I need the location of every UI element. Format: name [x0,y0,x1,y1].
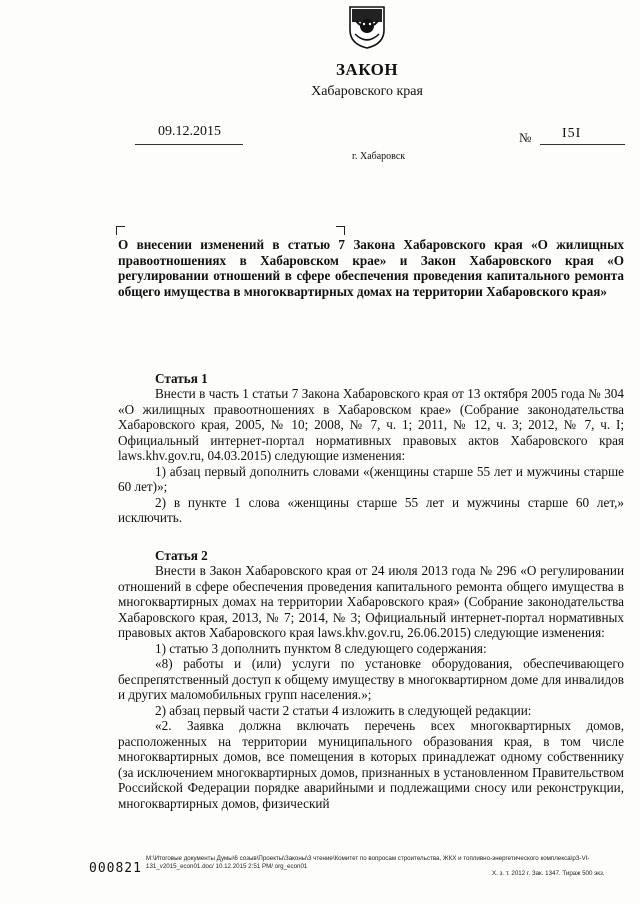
article-1-title: Статья 1 [155,371,208,386]
article-2-body [118,563,624,811]
number-underline [540,144,625,145]
footer-file-path: M:\Итоговые документы Думы\6 созыв\Проекты\Законы\3 чтение\Комитет по вопросам строительства, ЖКХ и топливно-энергетического комплекса\рЗ-VI-131_v2015_econ01.doc/ 10.12.2015 2:51 PM/ org_econ01 [146,855,590,870]
region-subtitle: Хабаровского края [311,84,423,99]
article-1-intro: Внести в часть 1 статьи 7 Закона Хабаровского края от 13 октября 2005 года № 304 «О жилищных правоотношениях в Хабаровском крае» (Собрание законодательства Хабаровского края, 2005, № 10; 2008, № 7, ч. 1; 2011, № 12, ч. 3; 2012, № 7, ч. I; Официальный интернет-портал нормативных правовых актов Хабаровского края laws.khv.gov.ru, 04.03.2015) следующие изменения: [118,386,624,463]
number-sign: № [519,130,532,145]
footer-document-code: 000821 [89,861,142,876]
article-2-item-2: 2) абзац первый части 2 статьи 4 изложить в следующей редакции: [155,702,532,718]
law-number: I5I [562,126,582,141]
article-1-item-1: 1) абзац первый дополнить словами «(женщины старше 55 лет и мужчины старше 60 лет)»; [118,463,624,494]
city-label: г. Хабаровск [352,151,406,162]
law-heading: О внесении изменений в статью 7 Закона Хабаровского края «О жилищных правоотношениях в Хабаровском крае» и Закон Хабаровского края «О регулировании отношений в сфере обеспечения проведения капитального ремонта общего имущества в многоквартирных домах на территории Хабаровского края» [118,237,624,299]
document-type-title: ЗАКОН [335,60,399,79]
law-date: 09.12.2015 [158,124,221,139]
heading-corner-left [116,226,125,235]
article-1-item-2: 2) в пункте 1 слова «женщины старше 55 лет и мужчины старше 60 лет,» исключить. [118,494,624,525]
article-2-item-1: 1) статью 3 дополнить пунктом 8 следующего содержания: [155,640,487,656]
heading-corner-right [336,226,345,235]
article-2-title: Статья 2 [155,548,208,563]
footer-print-info: Х. з. т. 2012 г. Зак. 1347. Тираж 500 экз. [492,870,605,877]
article-2-item-2-text: «2. Заявка должна включать перечень всех многоквартирных домов, расположенных на территории муниципального образования края, в том числе многоквартирных домов, все помещения в которых принадлежат одному собственнику (за исключением многоквартирных домов, признанных в установленном Правительством Российской Федерации порядке аварийными и подлежащими сносу или реконструкции, многоквартирных домов, физический [118,718,624,811]
coat-of-arms-emblem [347,4,387,50]
date-underline [135,144,243,145]
article-2-intro: Внести в Закон Хабаровского края от 24 июля 2013 года № 296 «О регулировании отношений в сфере обеспечения проведения капитального ремонта общего имущества в многоквартирных домах на территории Хабаровского края» (Собрание законодательства Хабаровского края, 2013, № 7; 2014, № 3; Официальный интернет-портал нормативных правовых актов Хабаровского края laws.khv.gov.ru, 26.06.2015) следующие изменения: [118,563,624,640]
article-1-body [118,386,624,526]
article-2-item-1-text: «8) работы и (или) услуги по установке оборудования, обеспечивающего беспрепятственный доступ к общему имуществу в многоквартирном доме для инвалидов и других маломобильных групп населения.»; [118,656,624,702]
